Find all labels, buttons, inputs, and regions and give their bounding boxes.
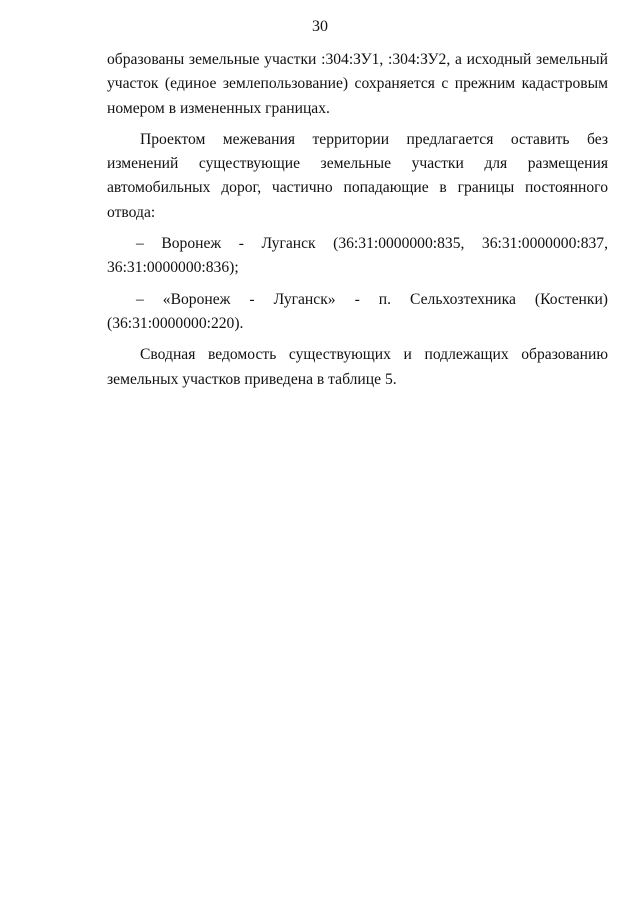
- paragraph-3: Сводная ведомость существующих и подлежащих образованию земельных участков приведена в таблице 5.: [107, 346, 608, 388]
- body-text: [107, 48, 608, 399]
- page-number: 30: [312, 18, 328, 35]
- paragraph-1: образованы земельные участки :304:ЗУ1, :304:ЗУ2, а исходный земельный участок (единое землепользование) сохраняется с прежним кадастровым номером в измененных границах.: [107, 51, 608, 117]
- list-item-1: – Воронеж - Луганск (36:31:0000000:835, 36:31:0000000:837, 36:31:0000000:836);: [107, 235, 608, 277]
- list-item-2: – «Воронеж - Луганск» - п. Сельхозтехника (Костенки) (36:31:0000000:220).: [107, 290, 608, 332]
- paragraph-2: Проектом межевания территории предлагается оставить без изменений существующие земельные участки для размещения автомобильных дорог, частично попадающие в границы постоянного отвода:: [107, 130, 608, 221]
